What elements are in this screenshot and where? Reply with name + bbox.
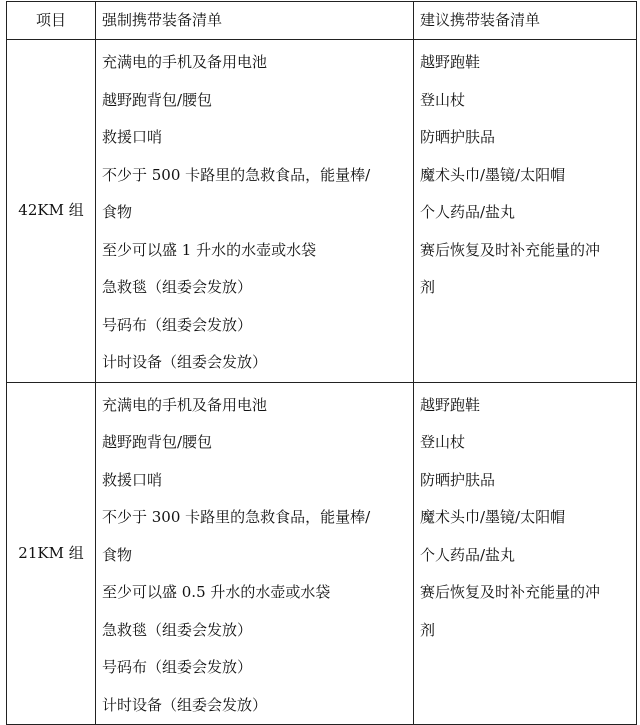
group-name: 42KM 组 [7, 40, 96, 383]
required-item: 号码布（组委会发放） [102, 658, 253, 676]
suggested-item: 个人药品/盐丸 [420, 545, 516, 564]
suggested-item: 登山杖 [420, 433, 466, 451]
suggested-item: 越野跑鞋 [420, 395, 481, 414]
group-name: 21KM 组 [7, 382, 96, 725]
header-row [7, 2, 637, 40]
suggested-item: 剂 [420, 278, 436, 296]
suggested-item: 剂 [420, 620, 436, 639]
header-item: 项目 [7, 2, 96, 40]
required-item: 救援口哨 [102, 470, 163, 489]
required-item: 急救毯（组委会发放） [102, 278, 253, 296]
required-item: 越野跑背包/腰包 [102, 433, 213, 451]
required-item: 计时设备（组委会发放） [102, 695, 268, 714]
required-item: 不少于 500 卡路里的急救食品，能量棒/ [102, 165, 371, 184]
required-item: 不少于 300 卡路里的急救食品，能量棒/ [102, 508, 371, 526]
required-list [96, 382, 414, 725]
header-required: 强制携带装备清单 [96, 2, 414, 40]
required-item: 充满电的手机及备用电池 [102, 53, 268, 71]
required-item: 食物 [102, 545, 133, 564]
required-item: 越野跑背包/腰包 [102, 90, 213, 109]
equipment-table [6, 1, 637, 725]
required-item: 至少可以盛 1 升水的水壶或水袋 [102, 240, 317, 259]
required-item: 号码布（组委会发放） [102, 315, 253, 334]
required-item: 充满电的手机及备用电池 [102, 395, 268, 414]
header-suggested: 建议携带装备清单 [414, 2, 637, 40]
required-item: 计时设备（组委会发放） [102, 353, 268, 371]
suggested-item: 防晒护肤品 [420, 470, 496, 489]
suggested-item: 防晒护肤品 [420, 128, 496, 146]
required-list [96, 40, 414, 383]
suggested-item: 赛后恢复及时补充能量的冲 [420, 583, 601, 601]
suggested-item: 登山杖 [420, 90, 466, 109]
required-item: 急救毯（组委会发放） [102, 620, 253, 639]
required-item: 食物 [102, 203, 133, 221]
suggested-item: 魔术头巾/墨镜/太阳帽 [420, 165, 566, 184]
suggested-list [414, 40, 637, 383]
suggested-item: 魔术头巾/墨镜/太阳帽 [420, 508, 566, 526]
suggested-list [414, 382, 637, 725]
required-item: 救援口哨 [102, 128, 163, 146]
group-row-21km [7, 382, 637, 725]
suggested-item: 越野跑鞋 [420, 53, 481, 71]
suggested-item: 个人药品/盐丸 [420, 203, 516, 221]
suggested-item: 赛后恢复及时补充能量的冲 [420, 240, 601, 259]
required-item: 至少可以盛 0.5 升水的水壶或水袋 [102, 583, 331, 601]
group-row-42km [7, 40, 637, 383]
